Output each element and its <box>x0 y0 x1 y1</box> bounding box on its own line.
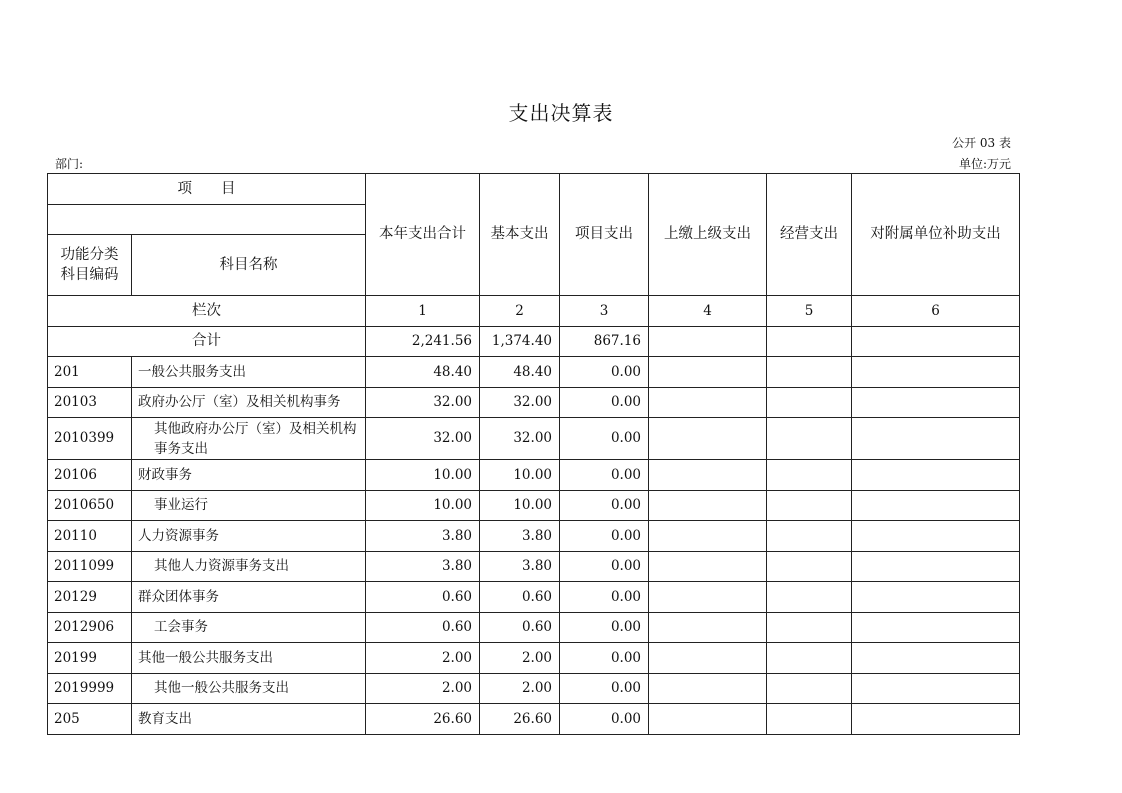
row-name: 其他人力资源事务支出 <box>132 552 366 582</box>
row-name: 教育支出 <box>132 704 366 735</box>
row-basic: 32.00 <box>480 418 560 460</box>
row-project: 0.00 <box>560 643 649 674</box>
row-name: 人力资源事务 <box>132 521 366 552</box>
table-row <box>48 704 1020 735</box>
row-project: 0.00 <box>560 388 649 418</box>
row-total: 0.60 <box>366 613 480 643</box>
row-total: 10.00 <box>366 491 480 521</box>
table-row <box>48 388 1020 418</box>
header-name: 科目名称 <box>132 235 366 296</box>
table-row <box>48 460 1020 491</box>
empty-cell <box>767 643 852 674</box>
row-code: 2012906 <box>48 613 132 643</box>
empty-cell <box>649 460 767 491</box>
empty-cell <box>852 582 1020 613</box>
row-project: 0.00 <box>560 552 649 582</box>
row-code: 201 <box>48 357 132 388</box>
empty-cell <box>767 704 852 735</box>
form-number: 公开 03 表 <box>952 136 1011 150</box>
column-num: 3 <box>560 296 649 327</box>
department-label: 部门: <box>55 157 84 171</box>
row-total: 0.60 <box>366 582 480 613</box>
row-code: 205 <box>48 704 132 735</box>
row-basic: 32.00 <box>480 388 560 418</box>
row-total: 26.60 <box>366 704 480 735</box>
expenditure-table <box>47 173 1020 735</box>
row-basic: 0.60 <box>480 582 560 613</box>
empty-cell <box>649 704 767 735</box>
header-code: 功能分类 科目编码 <box>48 235 132 296</box>
column-num: 6 <box>852 296 1020 327</box>
row-basic: 3.80 <box>480 552 560 582</box>
empty-cell <box>852 674 1020 704</box>
page-title: 支出决算表 <box>508 101 614 125</box>
total-row-label: 合计 <box>48 327 366 357</box>
header-basic: 基本支出 <box>480 174 560 296</box>
row-name: 其他一般公共服务支出 <box>132 674 366 704</box>
row-basic: 3.80 <box>480 521 560 552</box>
unit-label: 单位:万元 <box>958 157 1011 171</box>
row-total: 2.00 <box>366 643 480 674</box>
row-name: 其他政府办公厅（室）及相关机构事务支出 <box>132 418 366 460</box>
row-name: 其他一般公共服务支出 <box>132 643 366 674</box>
empty-cell <box>767 552 852 582</box>
table-row <box>48 613 1020 643</box>
row-code: 2019999 <box>48 674 132 704</box>
row-code: 20199 <box>48 643 132 674</box>
empty-cell <box>767 388 852 418</box>
row-project: 0.00 <box>560 613 649 643</box>
column-num: 2 <box>480 296 560 327</box>
header-business: 经营支出 <box>767 174 852 296</box>
row-basic: 10.00 <box>480 460 560 491</box>
table-row <box>48 582 1020 613</box>
empty-cell <box>767 491 852 521</box>
row-code: 2010399 <box>48 418 132 460</box>
empty-cell <box>852 491 1020 521</box>
table-row <box>48 552 1020 582</box>
table-row <box>48 491 1020 521</box>
empty-cell <box>767 327 852 357</box>
empty-cell <box>852 327 1020 357</box>
row-project: 0.00 <box>560 521 649 552</box>
header-blank <box>48 205 366 235</box>
empty-cell <box>852 521 1020 552</box>
header-project: 项目支出 <box>560 174 649 296</box>
row-project: 0.00 <box>560 460 649 491</box>
row-project: 0.00 <box>560 357 649 388</box>
row-total: 3.80 <box>366 521 480 552</box>
empty-cell <box>649 327 767 357</box>
empty-cell <box>852 613 1020 643</box>
row-project: 0.00 <box>560 418 649 460</box>
row-basic: 10.00 <box>480 491 560 521</box>
empty-cell <box>649 357 767 388</box>
empty-cell <box>767 521 852 552</box>
row-total: 32.00 <box>366 388 480 418</box>
empty-cell <box>852 388 1020 418</box>
empty-cell <box>767 674 852 704</box>
row-name: 群众团体事务 <box>132 582 366 613</box>
empty-cell <box>649 418 767 460</box>
empty-cell <box>649 582 767 613</box>
empty-cell <box>852 357 1020 388</box>
empty-cell <box>649 491 767 521</box>
empty-cell <box>767 460 852 491</box>
column-num: 1 <box>366 296 480 327</box>
row-name: 一般公共服务支出 <box>132 357 366 388</box>
row-code: 20129 <box>48 582 132 613</box>
empty-cell <box>852 552 1020 582</box>
row-total: 48.40 <box>366 357 480 388</box>
empty-cell <box>767 418 852 460</box>
empty-cell <box>852 418 1020 460</box>
row-basic: 0.60 <box>480 613 560 643</box>
table-row <box>48 521 1020 552</box>
row-project: 0.00 <box>560 582 649 613</box>
header-upper: 上缴上级支出 <box>649 174 767 296</box>
empty-cell <box>767 357 852 388</box>
column-num: 4 <box>649 296 767 327</box>
row-code: 20106 <box>48 460 132 491</box>
row-name: 工会事务 <box>132 613 366 643</box>
empty-cell <box>852 460 1020 491</box>
row-project: 0.00 <box>560 674 649 704</box>
total-row-project: 867.16 <box>560 327 649 357</box>
row-code: 20110 <box>48 521 132 552</box>
row-name: 财政事务 <box>132 460 366 491</box>
total-row-basic: 1,374.40 <box>480 327 560 357</box>
row-name: 事业运行 <box>132 491 366 521</box>
row-total: 2.00 <box>366 674 480 704</box>
column-num: 5 <box>767 296 852 327</box>
row-name: 政府办公厅（室）及相关机构事务 <box>132 388 366 418</box>
row-project: 0.00 <box>560 491 649 521</box>
empty-cell <box>649 643 767 674</box>
empty-cell <box>649 521 767 552</box>
empty-cell <box>852 704 1020 735</box>
empty-cell <box>767 613 852 643</box>
empty-cell <box>649 552 767 582</box>
row-total: 3.80 <box>366 552 480 582</box>
row-code: 2011099 <box>48 552 132 582</box>
empty-cell <box>767 582 852 613</box>
table-row <box>48 674 1020 704</box>
table-row <box>48 357 1020 388</box>
row-total: 32.00 <box>366 418 480 460</box>
row-basic: 26.60 <box>480 704 560 735</box>
column-row-label: 栏次 <box>48 296 366 327</box>
table-row <box>48 643 1020 674</box>
row-total: 10.00 <box>366 460 480 491</box>
row-project: 0.00 <box>560 704 649 735</box>
empty-cell <box>649 613 767 643</box>
row-code: 2010650 <box>48 491 132 521</box>
table-row <box>48 418 1020 460</box>
row-basic: 2.00 <box>480 674 560 704</box>
row-basic: 48.40 <box>480 357 560 388</box>
empty-cell <box>649 674 767 704</box>
empty-cell <box>649 388 767 418</box>
header-item: 项 目 <box>48 174 366 205</box>
row-basic: 2.00 <box>480 643 560 674</box>
row-code: 20103 <box>48 388 132 418</box>
empty-cell <box>852 643 1020 674</box>
header-total: 本年支出合计 <box>366 174 480 296</box>
total-row-total: 2,241.56 <box>366 327 480 357</box>
header-subsidy: 对附属单位补助支出 <box>852 174 1020 296</box>
